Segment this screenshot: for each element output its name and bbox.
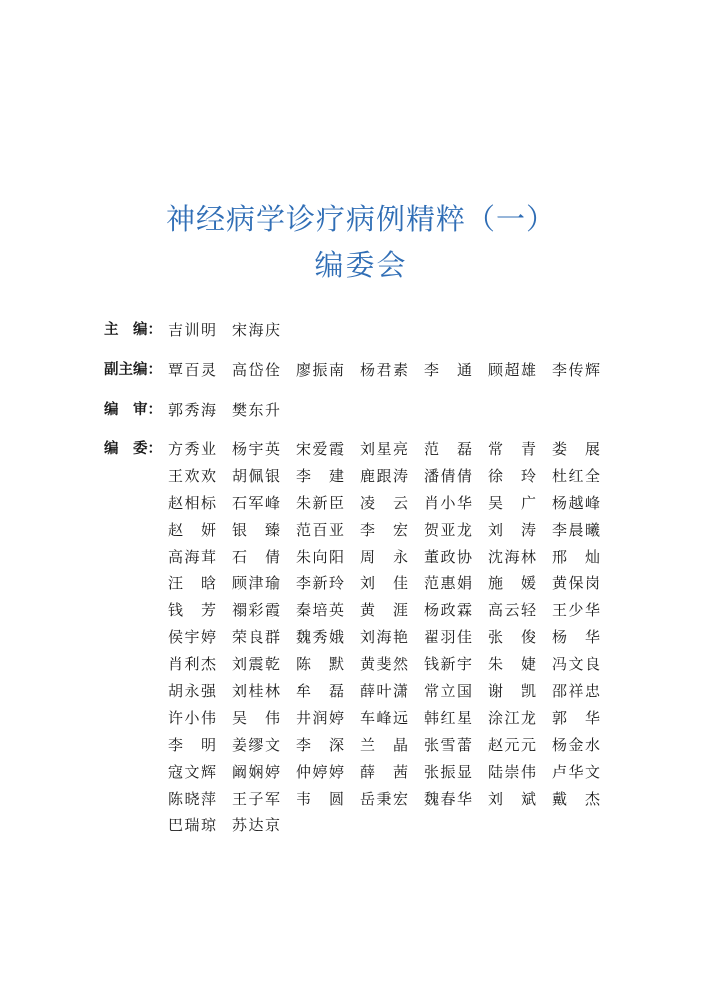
name-row	[168, 544, 600, 571]
names-list	[168, 397, 296, 424]
person-name: 翟 羽 佳	[424, 628, 472, 647]
person-name: 井 润 婷	[296, 708, 344, 727]
person-name: 魏 春 华	[424, 789, 472, 808]
person-name: 石 军 峰	[232, 493, 280, 512]
person-name: 范 磊	[424, 440, 472, 458]
person-name: 魏 秀 娥	[296, 628, 344, 647]
person-name: 李 晨 曦	[552, 520, 600, 539]
person-name: 苏 达 京	[232, 816, 280, 835]
name-row	[168, 517, 600, 544]
person-name: 韦 圆	[296, 789, 344, 808]
person-name: 杨 政 霖	[424, 601, 472, 620]
person-name: 潘 倩 倩	[424, 466, 472, 485]
person-name: 杨 越 峰	[552, 493, 600, 512]
person-name: 张 振 显	[424, 762, 472, 781]
person-name: 王 子 军	[232, 789, 280, 808]
person-name: 寇 文 辉	[168, 762, 216, 781]
person-name: 阚 娴 婷	[232, 762, 280, 781]
names-list	[168, 436, 600, 839]
person-name: 范 惠 娟	[424, 574, 472, 593]
person-name: 杨 金 水	[552, 735, 600, 754]
person-name: 范 百 亚	[296, 520, 344, 539]
person-name: 陆 崇 伟	[488, 762, 536, 781]
person-name: 银 臻	[232, 520, 280, 539]
person-name: 樊 东 升	[232, 401, 280, 419]
person-name: 姜 缪 文	[232, 735, 280, 754]
book-title: 神经病学诊疗病例精粹（一）	[165, 202, 556, 236]
person-name: 吉 训 明	[168, 321, 216, 339]
person-name: 刘 斌	[488, 789, 536, 808]
person-name: 薛 叶 潇	[360, 682, 408, 701]
person-name: 刘 海 艳	[360, 628, 408, 647]
name-row	[168, 812, 600, 839]
person-name: 朱 向 阳	[296, 547, 344, 566]
person-name: 朱 新 臣	[296, 493, 344, 512]
person-name: 巴 瑞 琼	[168, 816, 216, 835]
person-name: 董 政 协	[424, 547, 472, 566]
name-row	[168, 436, 600, 463]
person-name: 李 新 玲	[296, 574, 344, 593]
person-name: 邵 祥 忠	[552, 682, 600, 701]
name-row	[168, 317, 296, 344]
person-name: 刘 涛	[488, 520, 536, 539]
person-name: 顾 超 雄	[488, 361, 536, 379]
person-name: 张 雪 蕾	[424, 735, 472, 754]
person-name: 车 峰 远	[360, 708, 408, 727]
person-name: 施 媛	[488, 574, 536, 593]
person-name: 李 传 辉	[552, 361, 600, 379]
person-name: 凌 云	[360, 493, 408, 512]
person-name: 张 俊	[488, 628, 536, 647]
person-name: 李 宏	[360, 520, 408, 539]
person-name: 兰 晶	[360, 735, 408, 754]
role-label: 主 编：	[104, 322, 162, 338]
role-label: 编 委：	[104, 441, 162, 457]
person-name: 肖 利 杰	[168, 655, 216, 674]
person-name: 卢 华 文	[552, 762, 600, 781]
person-name: 谢 凯	[488, 682, 536, 701]
name-row	[168, 786, 600, 813]
name-row	[168, 597, 600, 624]
person-name: 方 秀 业	[168, 440, 216, 458]
person-name: 鹿 跟 涛	[360, 466, 408, 485]
person-name: 郭 秀 海	[168, 401, 216, 419]
name-row	[168, 357, 600, 384]
names-list	[168, 317, 296, 344]
person-name: 常 青	[488, 440, 536, 458]
person-name: 钱 新 宇	[424, 655, 472, 674]
person-name: 肖 小 华	[424, 493, 472, 512]
person-name: 韩 红 星	[424, 708, 472, 727]
person-name: 宋 爱 霞	[296, 440, 344, 458]
person-name: 廖 振 南	[296, 361, 344, 379]
person-name: 秦 培 英	[296, 601, 344, 620]
person-name: 贺 亚 龙	[424, 520, 472, 539]
person-name: 李 建	[296, 466, 344, 485]
person-name: 娄 展	[552, 440, 600, 458]
name-row	[168, 705, 600, 732]
name-row	[168, 490, 600, 517]
person-name: 高 岱 佺	[232, 361, 280, 379]
person-name: 岳 秉 宏	[360, 789, 408, 808]
person-name: 薛 茜	[360, 762, 408, 781]
person-name: 仲 婷 婷	[296, 762, 344, 781]
person-name: 吴 伟	[232, 708, 280, 727]
name-row	[168, 759, 600, 786]
person-name: 冯 文 良	[552, 655, 600, 674]
person-name: 杨 君 素	[360, 361, 408, 379]
person-name: 杨 宇 英	[232, 440, 280, 458]
person-name: 杨 华	[552, 628, 600, 647]
person-name: 高 云 轻	[488, 601, 536, 620]
person-name: 李 深	[296, 735, 344, 754]
person-name: 黄 涯	[360, 601, 408, 620]
person-name: 刘 佳	[360, 574, 408, 593]
person-name: 邢 灿	[552, 547, 600, 566]
person-name: 朱 婕	[488, 655, 536, 674]
person-name: 陈 默	[296, 655, 344, 674]
person-name: 荣 良 群	[232, 628, 280, 647]
person-name: 戴 杰	[552, 789, 600, 808]
name-row	[168, 732, 600, 759]
name-row	[168, 678, 600, 705]
person-name: 胡 永 强	[168, 682, 216, 701]
person-name: 周 永	[360, 547, 408, 566]
name-row	[168, 624, 600, 651]
person-name: 石 倩	[232, 547, 280, 566]
person-name: 牟 磊	[296, 682, 344, 701]
person-name: 许 小 伟	[168, 708, 216, 727]
person-name: 赵 元 元	[488, 735, 536, 754]
names-list	[168, 357, 600, 384]
title-block	[0, 196, 722, 288]
person-name: 涂 江 龙	[488, 708, 536, 727]
person-name: 胡 佩 银	[232, 466, 280, 485]
person-name: 李 通	[424, 361, 472, 379]
person-name: 郭 华	[552, 708, 600, 727]
person-name: 王 欢 欢	[168, 466, 216, 485]
person-name: 常 立 国	[424, 682, 472, 701]
role-label: 副主编：	[104, 362, 162, 378]
person-name: 吴 广	[488, 493, 536, 512]
person-name: 杜 红 全	[552, 466, 600, 485]
person-name: 赵 妍	[168, 520, 216, 539]
person-name: 钱 芳	[168, 601, 216, 620]
person-name: 汪 晗	[168, 574, 216, 593]
person-name: 沈 海 林	[488, 547, 536, 566]
person-name: 陈 晓 萍	[168, 789, 216, 808]
person-name: 徐 玲	[488, 466, 536, 485]
name-row	[168, 651, 600, 678]
person-name: 黄 斐 然	[360, 655, 408, 674]
person-name: 高 海 茸	[168, 547, 216, 566]
person-name: 禤 彩 霞	[232, 601, 280, 620]
person-name: 赵 相 标	[168, 493, 216, 512]
person-name: 黄 保 岗	[552, 574, 600, 593]
person-name: 覃 百 灵	[168, 361, 216, 379]
person-name: 顾 津 瑜	[232, 574, 280, 593]
person-name: 宋 海 庆	[232, 321, 280, 339]
role-label: 编 审：	[104, 402, 162, 418]
person-name: 刘 星 亮	[360, 440, 408, 458]
person-name: 侯 宇 婷	[168, 628, 216, 647]
person-name: 王 少 华	[552, 601, 600, 620]
name-row	[168, 397, 296, 424]
person-name: 刘 桂 林	[232, 682, 280, 701]
person-name: 李 明	[168, 735, 216, 754]
name-row	[168, 570, 600, 597]
committee-heading: 编委会	[314, 248, 408, 282]
name-row	[168, 463, 600, 490]
person-name: 刘 震 乾	[232, 655, 280, 674]
